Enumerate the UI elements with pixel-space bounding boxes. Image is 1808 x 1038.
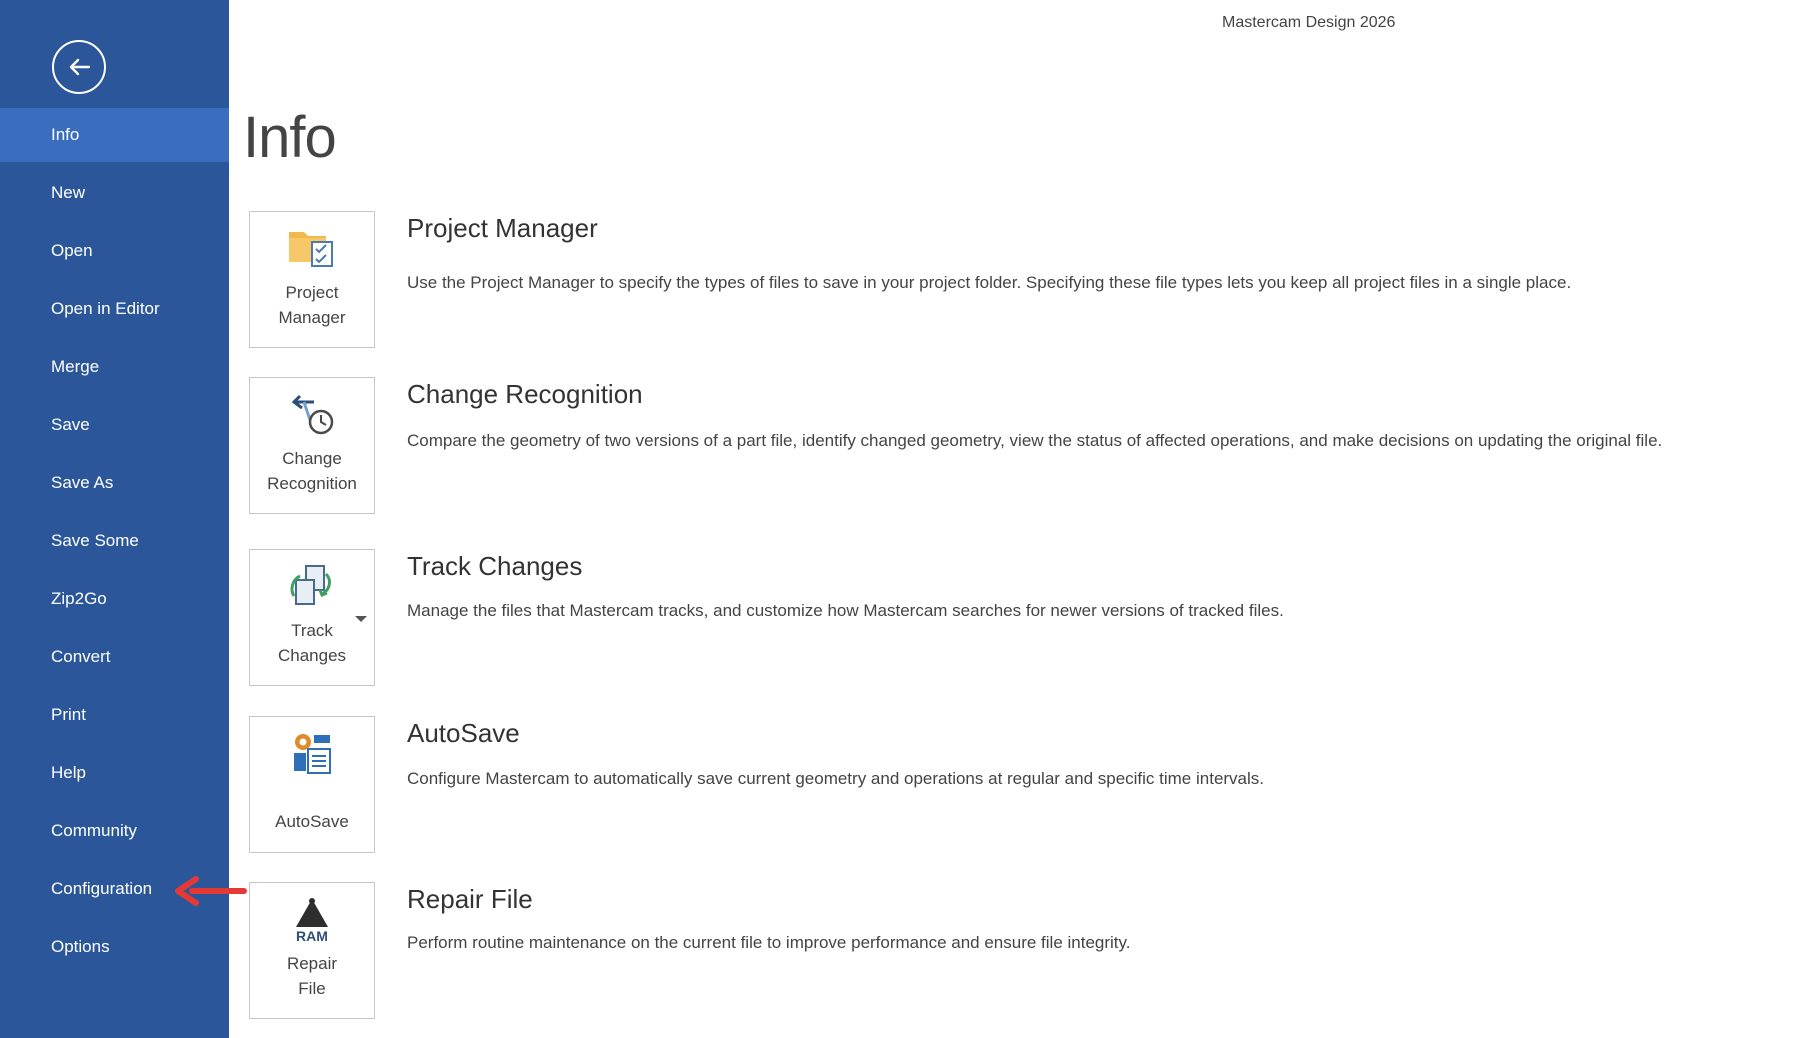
sidebar-item-options[interactable]: Options (51, 937, 110, 956)
section-description: Compare the geometry of two versions of a part file, identify changed geometry, view the status of affected operations, and make decisions on updating the original file. (407, 431, 1663, 450)
sidebar-item-save-some[interactable]: Save Some (51, 531, 139, 550)
page-title: Info (243, 105, 336, 170)
section-description: Use the Project Manager to specify the types of files to save in your project folder. Specifying these file types lets you keep all project files in a single place. (407, 273, 1572, 292)
section-repair-file (249, 882, 1789, 1022)
section-project-manager (249, 211, 1789, 351)
sidebar-item-community[interactable]: Community (51, 821, 137, 840)
repair-file-button[interactable] (249, 882, 375, 1019)
sidebar-item-merge[interactable]: Merge (51, 357, 100, 376)
change-recognition-button[interactable] (249, 377, 375, 514)
arrow-left-icon (64, 52, 94, 82)
section-title: AutoSave (407, 718, 520, 748)
section-autosave (249, 716, 1789, 856)
sidebar-item-help[interactable]: Help (51, 763, 86, 782)
section-description: Configure Mastercam to automatically save current geometry and operations at regular and specific time intervals. (407, 769, 1265, 788)
track-changes-icon (286, 560, 338, 612)
app-title: Mastercam Design 2026 (1222, 14, 1396, 31)
chevron-down-icon[interactable] (355, 616, 367, 622)
section-track-changes (249, 549, 1789, 689)
sidebar-item-open-in-editor[interactable]: Open in Editor (51, 299, 160, 318)
autosave-button[interactable] (249, 716, 375, 853)
back-button[interactable] (52, 40, 106, 94)
section-title: Track Changes (407, 551, 583, 581)
autosave-icon (286, 727, 338, 779)
tile-label: AutoSave (275, 812, 349, 831)
section-title: Project Manager (407, 213, 598, 243)
change-recognition-icon (286, 388, 338, 440)
section-title: Repair File (407, 884, 533, 914)
tile-label: Change Recognition (267, 449, 357, 493)
sidebar-item-convert[interactable]: Convert (51, 647, 111, 666)
section-description: Perform routine maintenance on the current file to improve performance and ensure file integrity. (407, 933, 1131, 952)
tile-label: Project Manager (278, 283, 346, 327)
sidebar-item-open[interactable]: Open (51, 241, 93, 260)
project-manager-button[interactable] (249, 211, 375, 348)
project-folder-icon (286, 222, 338, 274)
sidebar-item-print[interactable]: Print (51, 705, 86, 724)
tile-label: Repair File (286, 954, 338, 998)
sidebar-item-new[interactable]: New (51, 183, 86, 202)
ram-repair-icon (286, 893, 338, 945)
sidebar-item-info[interactable]: Info (0, 108, 229, 162)
sidebar-item-save[interactable]: Save (51, 415, 90, 434)
sidebar-item-configuration[interactable]: Configuration (51, 879, 153, 898)
red-arrow-icon (172, 874, 248, 913)
section-change-recognition (249, 377, 1789, 517)
sidebar-item-zip2go[interactable]: Zip2Go (51, 589, 107, 608)
sidebar-nav (0, 108, 229, 978)
ram-text: RAM (296, 928, 328, 944)
sidebar-item-save-as[interactable]: Save As (51, 473, 114, 492)
section-description: Manage the files that Mastercam tracks, and customize how Mastercam searches for newer versions of tracked files. (407, 601, 1284, 620)
section-title: Change Recognition (407, 379, 643, 409)
tile-label: Track Changes (277, 621, 347, 665)
track-changes-button[interactable] (249, 549, 375, 686)
